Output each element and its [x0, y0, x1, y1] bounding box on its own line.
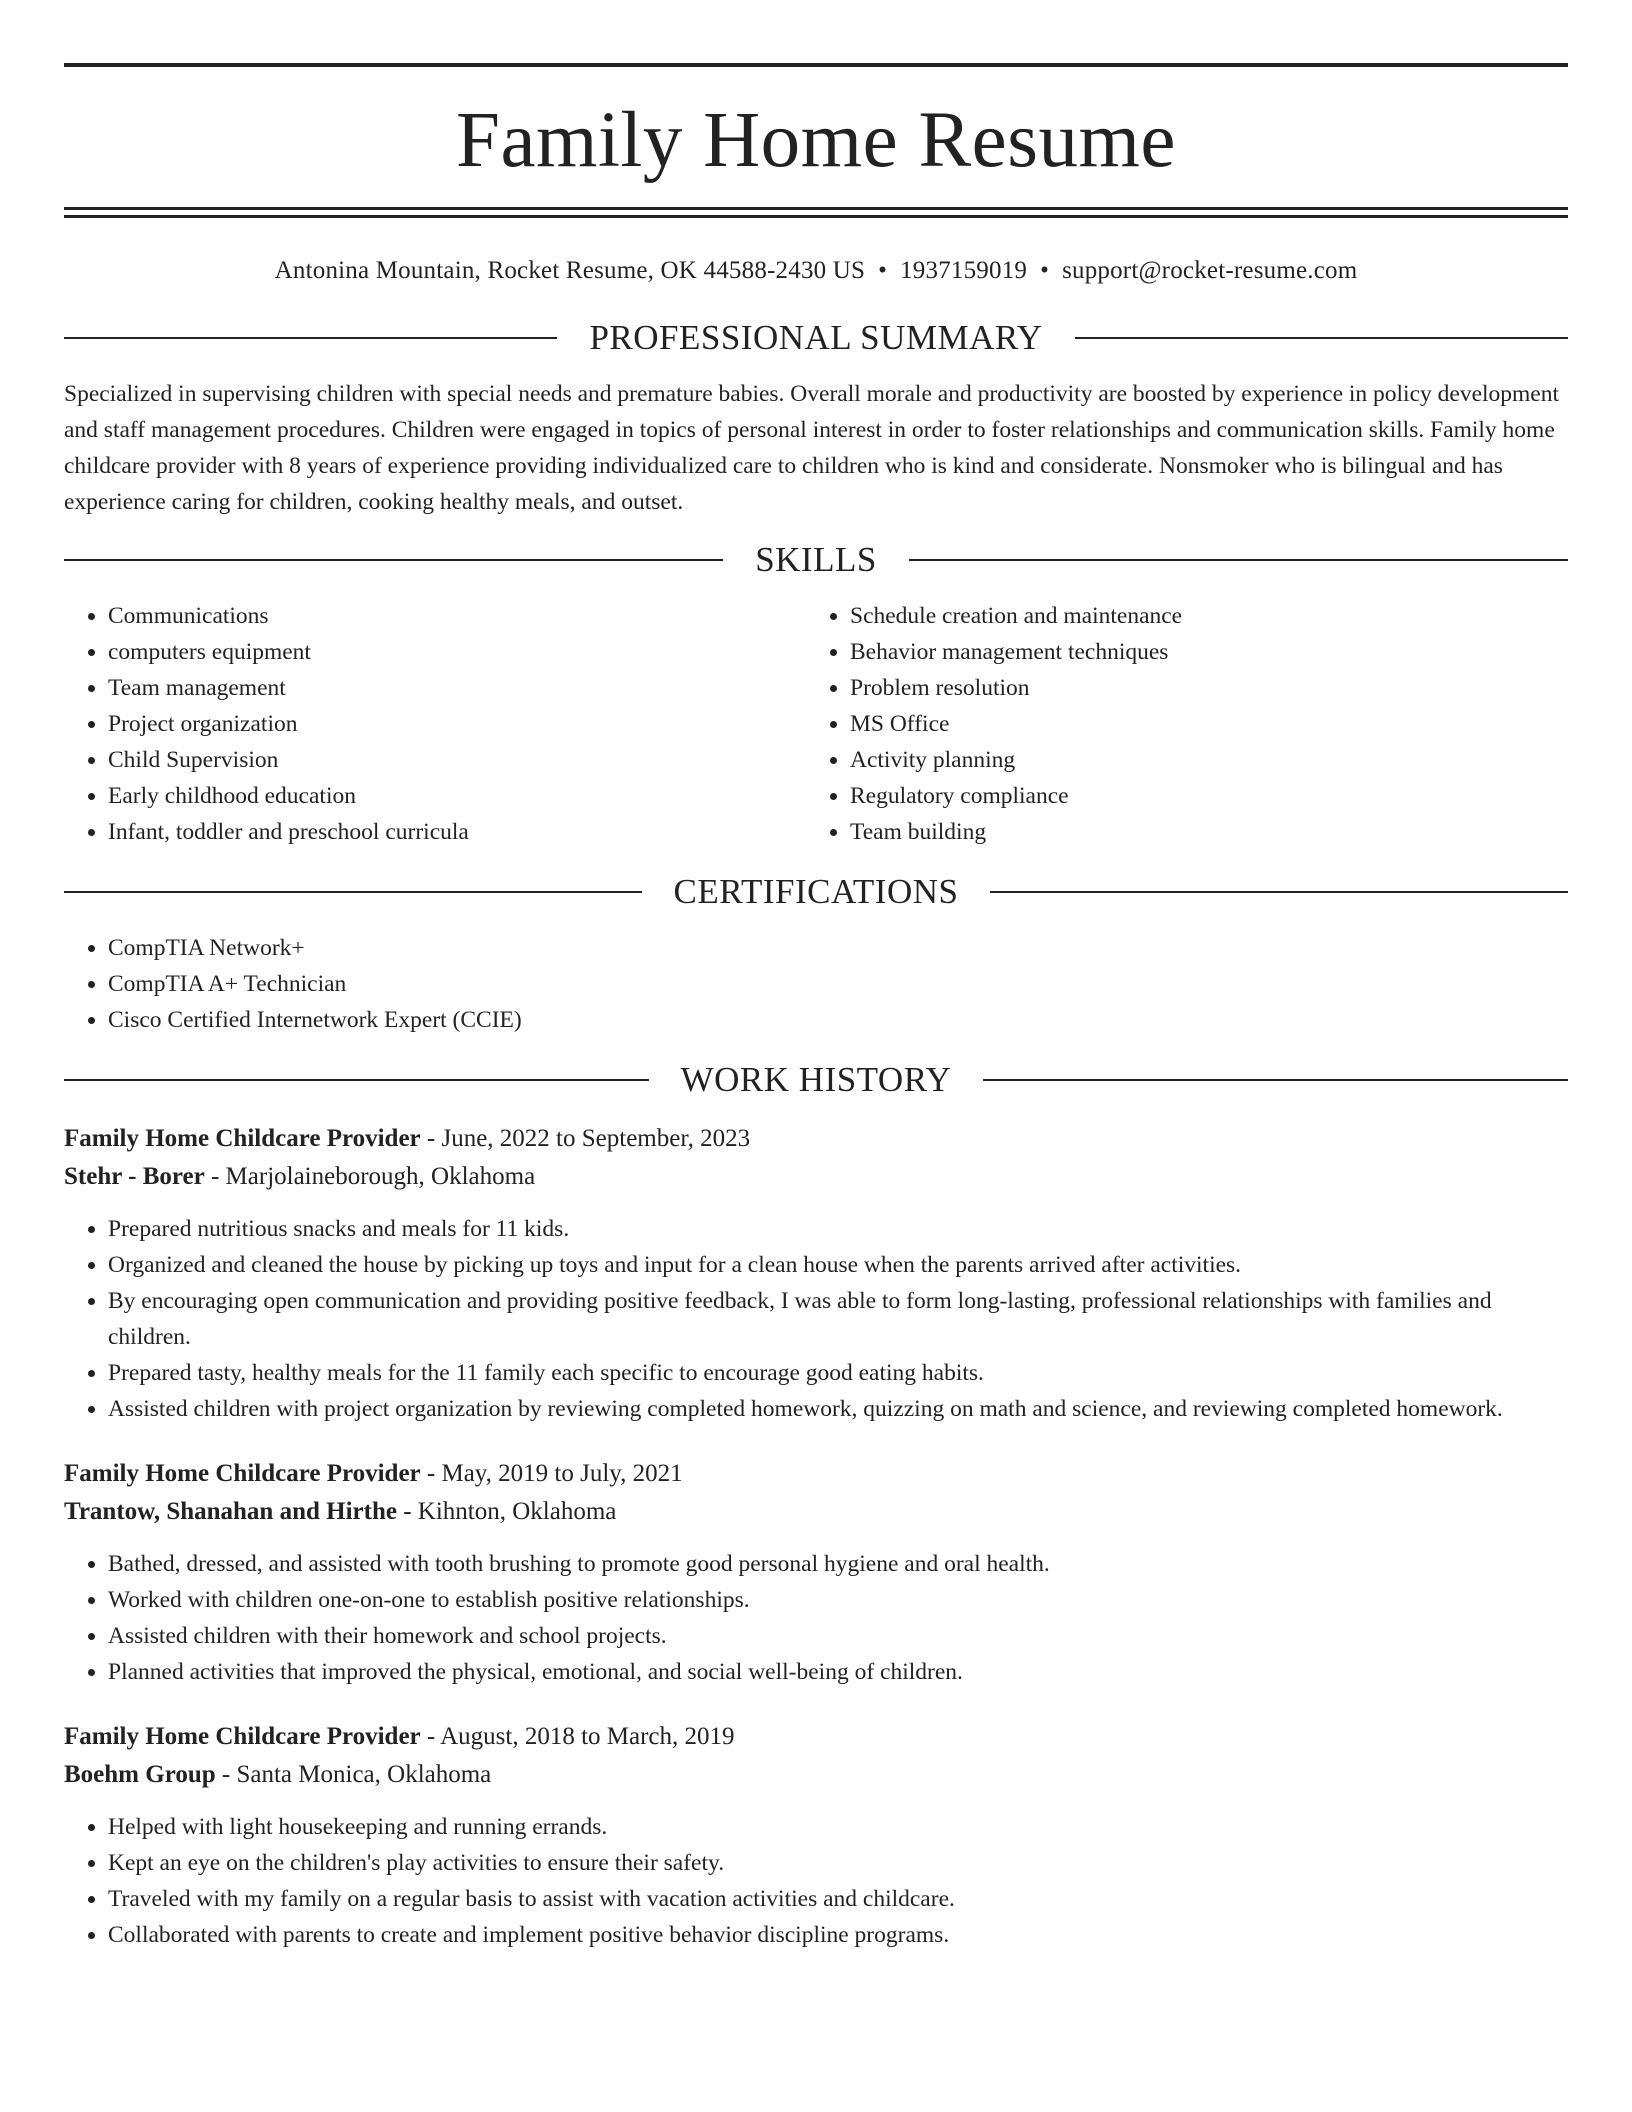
job-entry — [64, 1718, 1568, 1953]
certifications-heading-label: CERTIFICATIONS — [673, 872, 959, 911]
certifications-list — [64, 930, 1568, 1038]
skills-right-list — [806, 598, 1548, 850]
job-bullets — [64, 1546, 1568, 1690]
certification-item: • CompTIA Network+ — [108, 930, 1568, 966]
job-bullet: • Collaborated with parents to create and implement positive behavior discipline programs. — [108, 1917, 1568, 1953]
job-bullet: • Bathed, dressed, and assisted with tooth brushing to promote good personal hygiene and oral health. — [108, 1546, 1568, 1582]
job-location: - Kihnton, Oklahoma — [396, 1498, 617, 1525]
skills-columns — [64, 598, 1568, 850]
heading-rule-left — [64, 337, 557, 339]
job-bullet: • Planned activities that improved the physical, emotional, and social well-being of children. — [108, 1654, 1568, 1690]
skill-item: • Child Supervision — [108, 742, 806, 778]
contact-line — [64, 256, 1568, 286]
job-company-line — [64, 1158, 1568, 1196]
skill-item: • Project organization — [108, 706, 806, 742]
skill-item: • Activity planning — [850, 742, 1548, 778]
heading-rule-right — [909, 559, 1568, 561]
job-bullet: • Prepared tasty, healthy meals for the 11 family each specific to encourage good eating habits. — [108, 1355, 1568, 1391]
contact-phone: 1937159019 — [900, 257, 1028, 284]
work-history-list — [64, 1120, 1568, 1953]
job-bullet: • By encouraging open communication and providing positive feedback, I was able to form long-lasting, professional relationships with families and children. — [108, 1283, 1568, 1355]
job-bullet: • Organized and cleaned the house by picking up toys and input for a clean house when the parents arrived after activities. — [108, 1247, 1568, 1283]
skill-item: • Infant, toddler and preschool curricula — [108, 814, 806, 850]
skill-item: • MS Office — [850, 706, 1548, 742]
contact-separator: • — [878, 257, 888, 284]
title-double-rule — [64, 207, 1568, 218]
heading-rule-right — [983, 1079, 1568, 1081]
skills-heading-label: SKILLS — [755, 540, 877, 579]
job-dates: - August, 2018 to March, 2019 — [420, 1723, 735, 1750]
summary-heading-label: PROFESSIONAL SUMMARY — [589, 318, 1043, 357]
skill-item: • Early childhood education — [108, 778, 806, 814]
resume-title: Family Home Resume — [456, 97, 1176, 184]
skill-item: • Team management — [108, 670, 806, 706]
job-company: Trantow, Shanahan and Hirthe — [64, 1498, 397, 1525]
job-dates: - May, 2019 to July, 2021 — [420, 1460, 683, 1487]
skill-item: • Team building — [850, 814, 1548, 850]
certification-item: • CompTIA A+ Technician — [108, 966, 1568, 1002]
summary-heading — [64, 318, 1568, 358]
skills-left-column — [64, 598, 806, 850]
work-history-heading — [64, 1060, 1568, 1100]
contact-address: Antonina Mountain, Rocket Resume, OK 44588-2430 US — [274, 257, 866, 284]
job-bullet: • Worked with children one-on-one to establish positive relationships. — [108, 1582, 1568, 1618]
job-bullet: • Assisted children with project organization by reviewing completed homework, quizzing on math and science, and reviewing completed homework. — [108, 1391, 1568, 1427]
contact-email: support@rocket-resume.com — [1062, 257, 1358, 284]
job-title-line — [64, 1718, 1568, 1756]
skill-item: • Regulatory compliance — [850, 778, 1548, 814]
skill-item: • computers equipment — [108, 634, 806, 670]
heading-rule-left — [64, 891, 642, 893]
job-title-line — [64, 1455, 1568, 1493]
job-title: Family Home Childcare Provider — [64, 1460, 421, 1487]
skills-right-column — [806, 598, 1548, 850]
heading-rule-left — [64, 1079, 649, 1081]
skill-item: • Problem resolution — [850, 670, 1548, 706]
work-history-heading-label: WORK HISTORY — [680, 1060, 952, 1099]
job-bullet: • Traveled with my family on a regular basis to assist with vacation activities and childcare. — [108, 1881, 1568, 1917]
job-bullet: • Kept an eye on the children's play activities to ensure their safety. — [108, 1845, 1568, 1881]
contact-separator: • — [1040, 257, 1050, 284]
job-company-line — [64, 1493, 1568, 1531]
job-bullets — [64, 1809, 1568, 1953]
certification-item: • Cisco Certified Internetwork Expert (CCIE) — [108, 1002, 1568, 1038]
job-bullet: • Assisted children with their homework and school projects. — [108, 1618, 1568, 1654]
summary-text: Specialized in supervising children with special needs and premature babies. Overall morale and productivity are boosted by experience in policy development and staff management procedures. Children were engaged in topics of personal interest in order to foster relationships and communication skills. Family home childcare provider with 8 years of experience providing individualized care to children who is kind and considerate. Nonsmoker who is bilingual and has experience caring for children, cooking healthy meals, and outset. — [64, 381, 1560, 515]
job-location: - Santa Monica, Oklahoma — [215, 1761, 492, 1788]
skill-item: • Communications — [108, 598, 806, 634]
skill-item: • Behavior management techniques — [850, 634, 1548, 670]
job-dates: - June, 2022 to September, 2023 — [420, 1125, 751, 1152]
certifications-heading — [64, 872, 1568, 912]
job-company: Stehr - Borer — [64, 1163, 205, 1190]
job-title-line — [64, 1120, 1568, 1158]
job-bullet: • Helped with light housekeeping and running errands. — [108, 1809, 1568, 1845]
job-title: Family Home Childcare Provider — [64, 1125, 421, 1152]
job-entry — [64, 1455, 1568, 1690]
heading-rule-left — [64, 559, 723, 561]
job-bullet: • Prepared nutritious snacks and meals for 11 kids. — [108, 1211, 1568, 1247]
heading-rule-right — [1075, 337, 1568, 339]
skills-heading — [64, 540, 1568, 580]
skills-left-list — [64, 598, 806, 850]
heading-rule-right — [990, 891, 1568, 893]
job-company: Boehm Group — [64, 1761, 216, 1788]
job-company-line — [64, 1756, 1568, 1794]
skill-item: • Schedule creation and maintenance — [850, 598, 1548, 634]
job-bullets — [64, 1211, 1568, 1427]
job-entry — [64, 1120, 1568, 1427]
job-title: Family Home Childcare Provider — [64, 1723, 421, 1750]
job-location: - Marjolaineborough, Oklahoma — [204, 1163, 536, 1190]
